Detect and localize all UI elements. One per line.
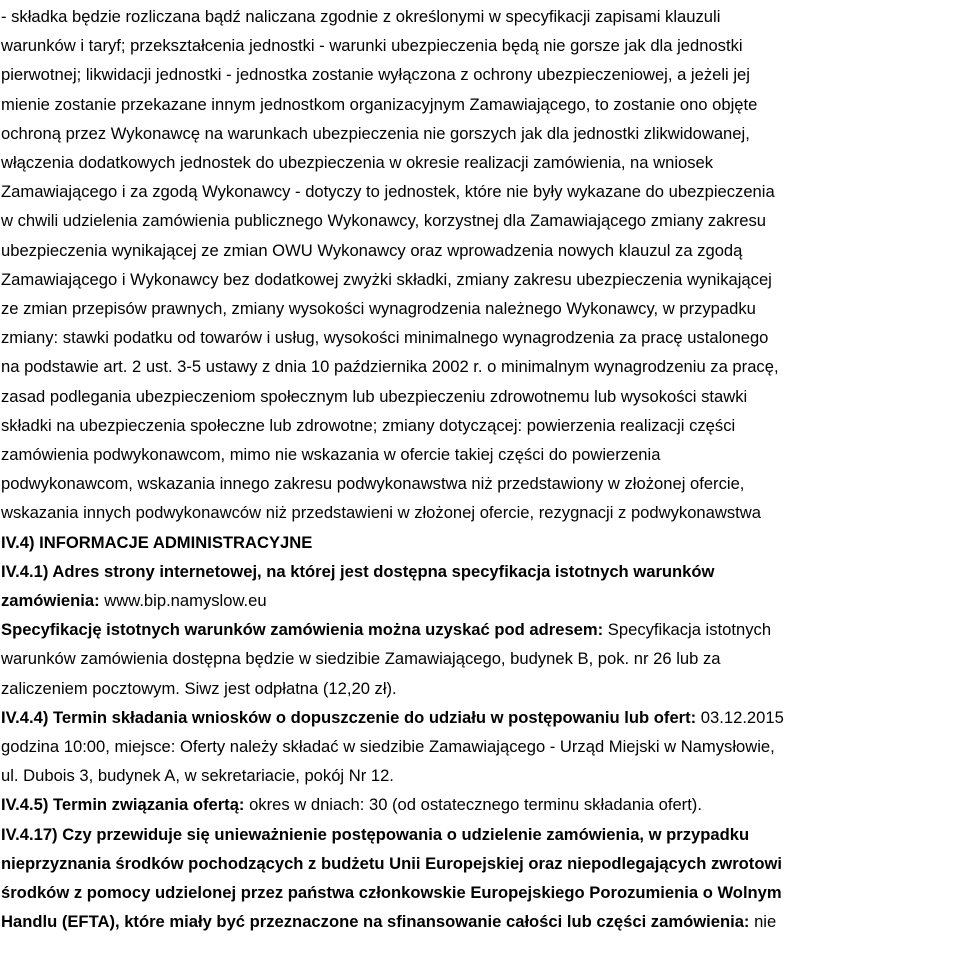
item-value: godzina 10:00, miejsce: Oferty należy składać w siedzibie Zamawiającego - Urząd Miejski w Namysłowie, xyxy=(1,737,775,757)
text-line: ubezpieczenia wynikającej ze zmian OWU Wykonawcy oraz wprowadzenia nowych klauzul za zgodą xyxy=(1,240,743,260)
item-value: nie xyxy=(749,912,777,932)
item-value: warunków zamówienia dostępna będzie w siedzibie Zamawiającego, budynek B, pok. nr 26 lub za xyxy=(1,649,721,669)
item-value: okres w dniach: 30 (od ostatecznego terminu składania ofert). xyxy=(244,795,702,815)
item-iv41-spec-website xyxy=(1,557,960,615)
text-line: - składka będzie rozliczana bądź naliczana zgodnie z określonymi w specyfikacji zapisami klauzuli xyxy=(1,7,721,26)
item-label: IV.4.5) Termin związania ofertą: xyxy=(1,795,245,815)
item-value: 03.12.2015 xyxy=(696,707,784,727)
item-value: ul. Dubois 3, budynek A, w sekretariacie, pokój Nr 12. xyxy=(1,766,394,786)
paragraph-contract-changes xyxy=(1,2,960,528)
item-label: zamówienia: xyxy=(1,591,100,611)
text-line: włączenia dodatkowych jednostek do ubezpieczenia w okresie realizacji zamówienia, na wniosek xyxy=(1,153,714,173)
text-line: zasad podlegania ubezpieczeniom społecznym lub ubezpieczeniu zdrowotnemu lub wysokości stawki xyxy=(1,386,748,406)
item-label: IV.4.17) Czy przewiduje się unieważnienie postępowania o udzielenie zamówienia, w przypadku xyxy=(1,824,750,844)
text-line: zmiany: stawki podatku od towarów i usług, wysokości minimalnego wynagrodzenia za pracę ustalonego xyxy=(1,328,769,348)
item-label: Handlu (EFTA), które miały być przeznaczone na sfinansowanie całości lub części zamówienia: xyxy=(1,912,750,932)
item-iv417-cancellation xyxy=(1,820,960,937)
item-spec-address xyxy=(1,615,960,703)
text-line: pierwotnej; likwidacji jednostki - jednostka zostanie wyłączona z ochrony ubezpieczeniowej, a jeżeli jej xyxy=(1,65,750,85)
text-line: Zamawiającego i za zgodą Wykonawcy - dotyczy to jednostek, które nie były wykazane do ubezpieczenia xyxy=(1,182,775,202)
text-line: w chwili udzielenia zamówienia publicznego Wykonawcy, korzystnej dla Zamawiającego zmiany zakresu xyxy=(1,211,767,231)
text-line: składki na ubezpieczenia społeczne lub zdrowotne; zmiany dotyczącej: powierzenia realizacji części xyxy=(1,415,736,435)
text-line: wskazania innych podwykonawców niż przedstawieni w złożonej ofercie, rezygnacji z podwykonawstwa xyxy=(1,503,761,523)
text-line: podwykonawcom, wskazania innego zakresu podwykonawstwa niż przedstawiony w złożonej ofercie, xyxy=(1,474,745,494)
text-line: zamówienia podwykonawcom, mimo nie wskazania w ofercie takiej części do powierzenia xyxy=(1,445,661,465)
item-label: nieprzyznania środków pochodzących z budżetu Unii Europejskiej oraz niepodlegających zwrotowi xyxy=(1,853,782,873)
item-value: zaliczeniem pocztowym. Siwz jest odpłatna (12,20 zł). xyxy=(1,678,397,698)
item-label: IV.4.1) Adres strony internetowej, na której jest dostępna specyfikacja istotnych warunków xyxy=(1,561,715,581)
text-line: Zamawiającego i Wykonawcy bez dodatkowej zwyżki składki, zmiany zakresu ubezpieczenia wynikającej xyxy=(1,269,772,289)
text-line: ochroną przez Wykonawcę na warunkach ubezpieczenia nie gorszych jak dla jednostki zlikwidowanej, xyxy=(1,123,750,143)
item-iv45-binding-period xyxy=(1,790,960,819)
text-line: warunków i taryf; przekształcenia jednostki - warunki ubezpieczenia będą nie gorsze jak dla jednostki xyxy=(1,36,743,56)
item-iv44-submission-deadline xyxy=(1,703,960,791)
text-line: ze zmian przepisów prawnych, zmiany wysokości wynagrodzenia należnego Wykonawcy, w przypadku xyxy=(1,299,756,319)
website-url: www.bip.namyslow.eu xyxy=(99,591,267,611)
item-label: środków z pomocy udzielonej przez państwa członkowskie Europejskiego Porozumienia o Wolnym xyxy=(1,883,782,903)
text-line: mienie zostanie przekazane innym jednostkom organizacyjnym Zamawiającego, to zostanie ono objęte xyxy=(1,94,758,114)
text-line: na podstawie art. 2 ust. 3-5 ustawy z dnia 10 października 2002 r. o minimalnym wynagrodzeniu za pracę, xyxy=(1,357,779,377)
section-heading-iv4: IV.4) INFORMACJE ADMINISTRACYJNE xyxy=(1,532,313,552)
item-value: Specyfikacja istotnych xyxy=(603,620,772,640)
item-label: Specyfikację istotnych warunków zamówienia można uzyskać pod adresem: xyxy=(1,620,604,640)
item-label: IV.4.4) Termin składania wniosków o dopuszczenie do udziału w postępowaniu lub ofert: xyxy=(1,707,697,727)
